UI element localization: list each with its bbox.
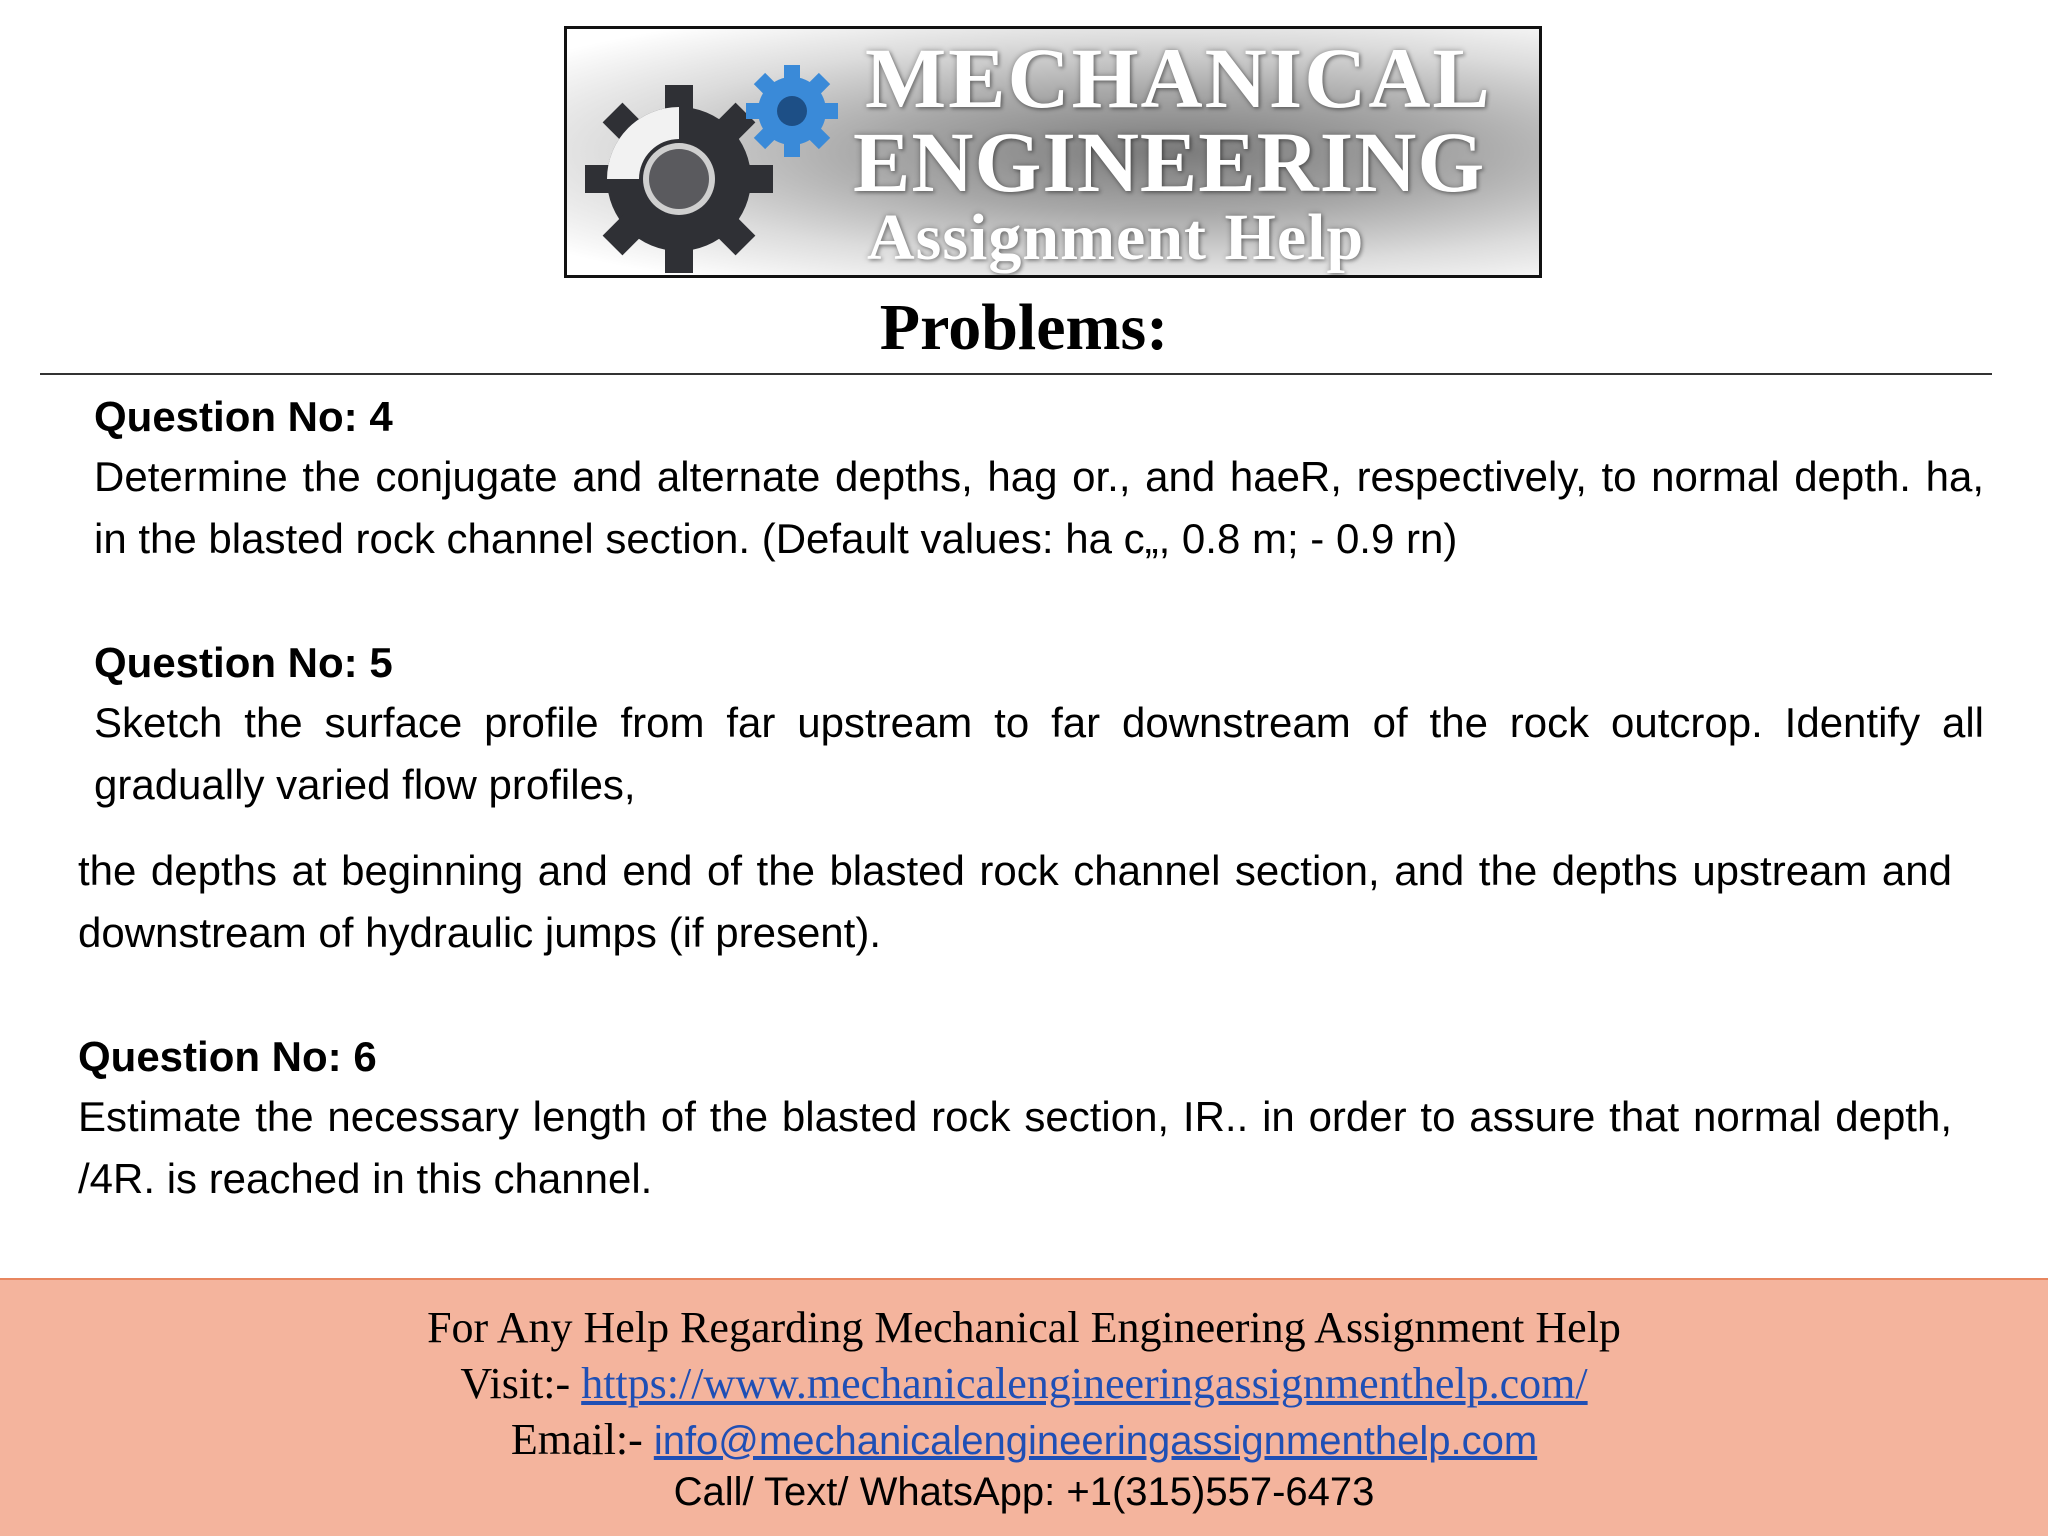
contact-footer (0, 1278, 2048, 1536)
question-5-heading: Question No: 5 (94, 639, 393, 686)
question-6-heading: Question No: 6 (78, 1033, 377, 1080)
question-6-text: Estimate the necessary length of the blasted rock section, IR.. in order to assure that normal depth, /4R. is reached in this channel. (78, 1093, 1952, 1202)
website-link[interactable]: https://www.mechanicalengineeringassignmenthelp.com/ (581, 1359, 1588, 1408)
footer-phone-text: Call/ Text/ WhatsApp: +1(315)557-6473 (673, 1470, 1375, 1514)
question-5-text: Sketch the surface profile from far upstream to far downstream of the rock outcrop. Identify all gradually varied flow profiles, (94, 699, 1984, 808)
title-divider (40, 373, 1992, 375)
email-link[interactable]: info@mechanicalengineeringassignmenthelp.com (653, 1419, 1538, 1463)
logo-line-engineering: ENGINEERING (853, 114, 1486, 210)
logo-line-mechanical: MECHANICAL (865, 30, 1492, 126)
question-4-text: Determine the conjugate and alternate depths, hag or., and haeR, respectively, to normal depth. ha, in the blasted rock channel section. (Default values: ha c„, 0.8 m; - 0.9 rn) (94, 453, 1984, 562)
logo (564, 26, 1542, 278)
page-title: Problems: (879, 291, 1169, 364)
visit-label: Visit:- (460, 1359, 582, 1408)
logo-text (847, 30, 1537, 274)
footer-email-line (0, 1414, 2048, 1465)
email-label: Email:- (510, 1415, 654, 1464)
footer-visit-line (0, 1358, 2048, 1409)
footer-help-text: For Any Help Regarding Mechanical Engineering Assignment Help (427, 1303, 1621, 1352)
logo-line-assignment-help: Assignment Help (867, 201, 1365, 274)
gears-icon (567, 29, 867, 278)
question-4-heading: Question No: 4 (94, 393, 393, 440)
question-5-continuation: the depths at beginning and end of the blasted rock channel section, and the depths upstream and downstream of hydraulic jumps (if present). (78, 847, 1952, 956)
